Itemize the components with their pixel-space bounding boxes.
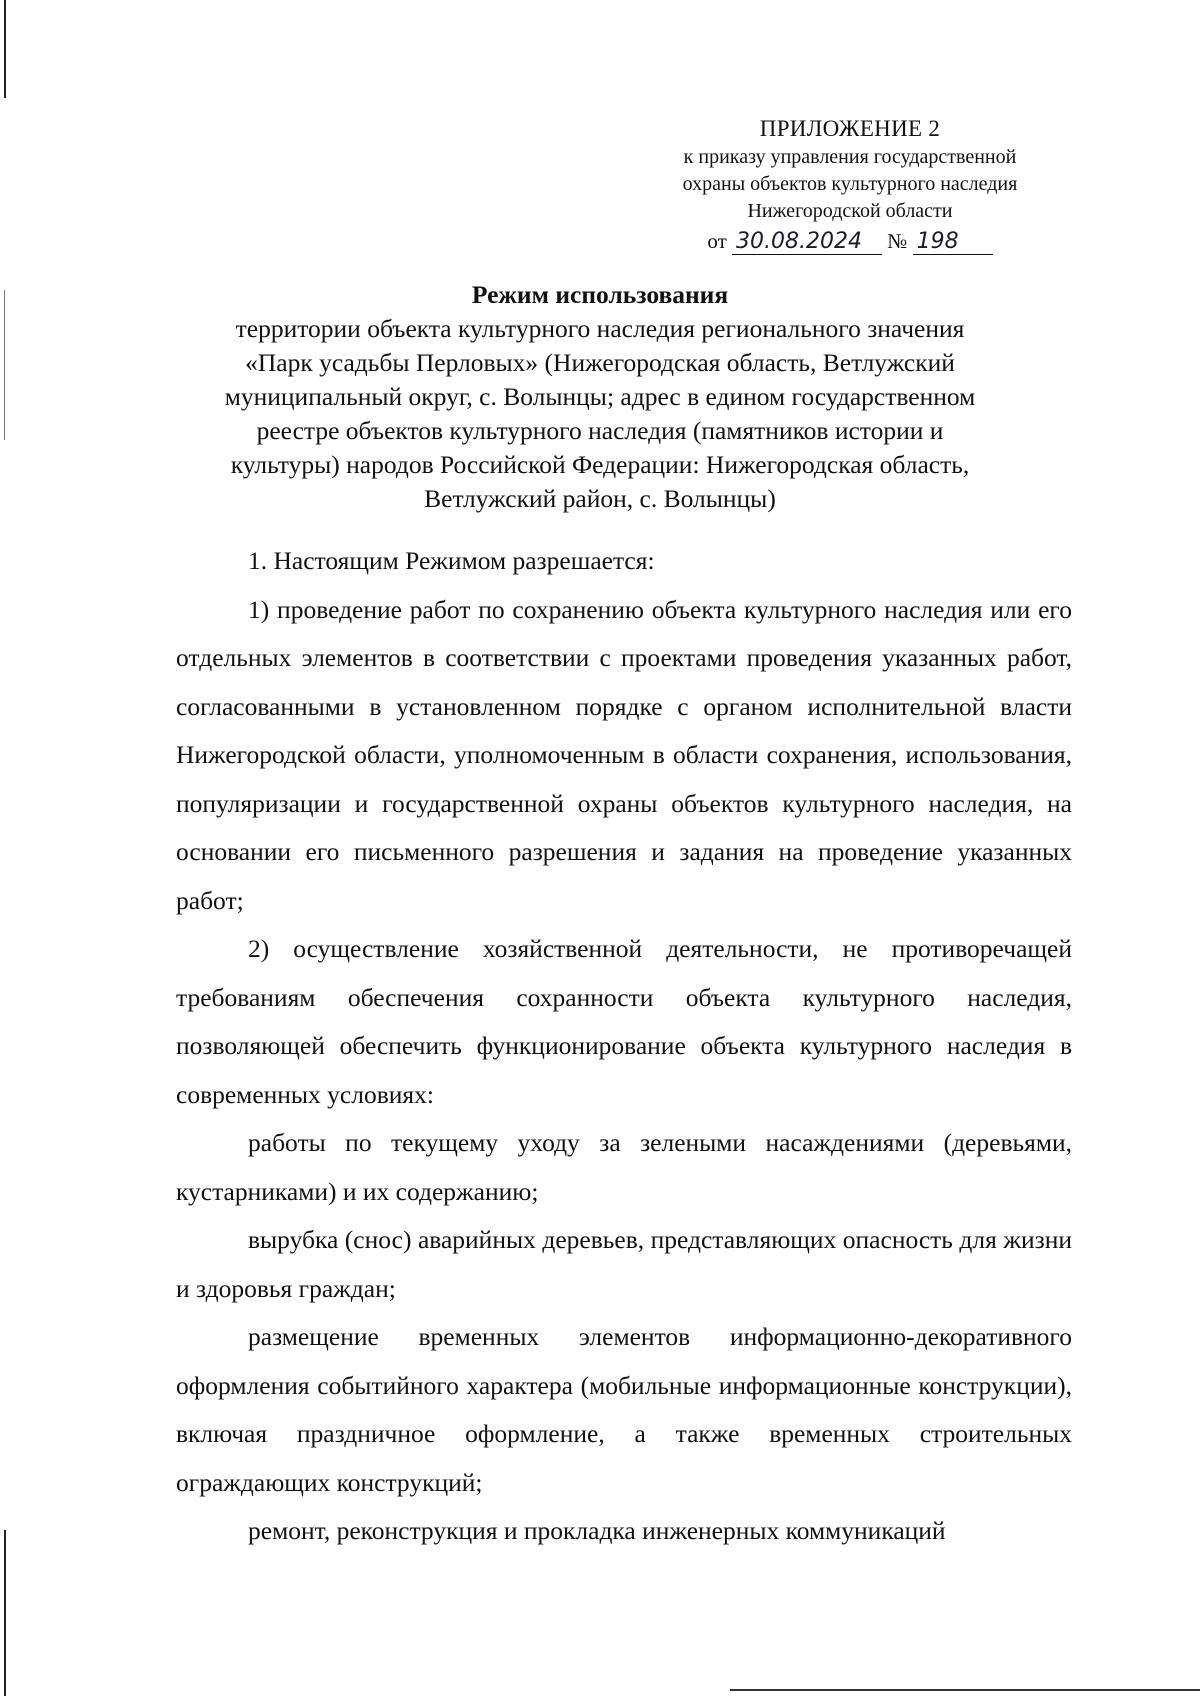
paragraph-utilities: ремонт, реконструкция и прокладка инженерных коммуникаций: [248, 1516, 946, 1545]
handwritten-order-date: 30.08.2024: [732, 231, 882, 255]
date-prefix: от: [707, 229, 727, 253]
appendix-title: ПРИЛОЖЕНИЕ 2: [759, 116, 941, 141]
subtitle-line-2: «Парк усадьбы Перловых» (Нижегородская область, Ветлужский: [245, 348, 955, 377]
appendix-line-1: к приказу управления государственной: [683, 146, 1017, 168]
subtitle-line-1: территории объекта культурного наследия регионального значения: [235, 314, 965, 343]
paragraph-item-1: 1) проведение работ по сохранению объекта культурного наследия или его отдельных элементов в соответствии с проектами проведения указанных работ, согласованными в установленном порядке с органом исполнительной власти Нижегородской области, уполномоченным в области сохранения, использования, популяризации и государственной охраны объектов культурного наследия, на основании его письменного разрешения и задания на проведение указанных работ;: [176, 594, 1072, 915]
document-heading: Режим использования: [471, 280, 729, 309]
paragraph-green-care: работы по текущему уходу за зелеными насаждениями (деревьями, кустарниками) и их содержанию;: [176, 1128, 1072, 1206]
order-date-line: [630, 226, 1070, 256]
scan-bottom-rule: [730, 1689, 1200, 1691]
scan-edge-line-top: [4, 0, 6, 98]
subtitle-line-4: реестре объектов культурного наследия (памятников истории и: [256, 416, 944, 445]
document-title-block: [160, 278, 1040, 516]
appendix-block: [630, 114, 1070, 256]
number-prefix: №: [887, 229, 908, 253]
scan-edge-line-middle: [4, 290, 5, 440]
paragraph-item-2: 2) осуществление хозяйственной деятельности, не противоречащей требованиям обеспечения сохранности объекта культурного наследия, позволяющей обеспечить функционирование объекта культурного наследия в современных условиях:: [176, 934, 1072, 1109]
scan-edge-line-bottom: [4, 1530, 6, 1696]
subtitle-line-5: культуры) народов Российской Федерации: Нижегородская область,: [230, 450, 970, 479]
appendix-line-3: Нижегородской области: [747, 200, 953, 222]
subtitle-line-6: Ветлужский район, с. Волынцы): [424, 484, 776, 513]
paragraph-temporary-elements: размещение временных элементов информационно-декоративного оформления событийного характера (мобильные информационные конструкции), включая праздничное оформление, а также временных строительных ограждающих конструкций;: [176, 1322, 1072, 1497]
paragraph-tree-removal: вырубка (снос) аварийных деревьев, представляющих опасность для жизни и здоровья граждан;: [176, 1225, 1072, 1303]
appendix-line-2: охраны объектов культурного наследия: [682, 173, 1018, 195]
handwritten-order-number: 198: [913, 231, 993, 255]
document-body: [176, 537, 1072, 1556]
paragraph-section-1: 1. Настоящим Режимом разрешается:: [248, 546, 655, 575]
subtitle-line-3: муниципальный округ, с. Волынцы; адрес в едином государственном: [224, 382, 976, 411]
